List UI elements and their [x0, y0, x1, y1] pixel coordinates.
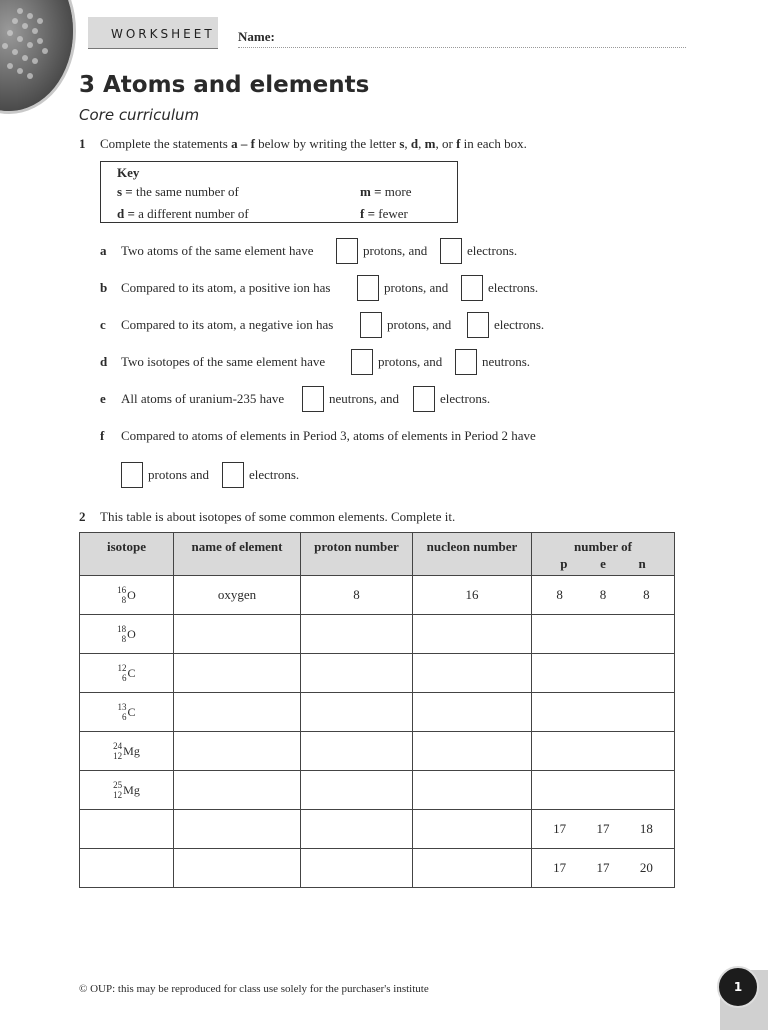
item-c-letter: c — [100, 317, 106, 332]
key-f: f = fewer — [360, 206, 408, 221]
table-header-row — [80, 533, 675, 576]
cell-isotope: 18 8O — [80, 615, 174, 654]
item-f-answer-box-2[interactable] — [222, 462, 244, 488]
cell-name-of-element[interactable] — [174, 849, 301, 888]
item-e-text-2: neutrons, and — [329, 391, 400, 406]
question-1-number: 1 — [79, 136, 86, 151]
item-c-answer-box-1[interactable] — [360, 312, 382, 338]
item-d-answer-box-1[interactable] — [351, 349, 373, 375]
key-s: s = the same number of — [117, 184, 239, 199]
header-isotope: isotope — [80, 533, 174, 576]
cell-e: 17 — [596, 860, 610, 875]
item-a-answer-box-2[interactable] — [440, 238, 462, 264]
cell-proton-number[interactable] — [301, 849, 413, 888]
cell-nucleon-number[interactable] — [413, 615, 532, 654]
isotope-table — [79, 532, 675, 888]
item-a-letter: a — [100, 243, 107, 258]
item-c-text-3: electrons. — [494, 317, 545, 332]
cell-name-of-element[interactable] — [174, 771, 301, 810]
item-b-text-3: electrons. — [488, 280, 539, 295]
table-row — [80, 693, 675, 732]
cell-isotope: 12 6C — [80, 654, 174, 693]
item-d-text-2: protons, and — [378, 354, 443, 369]
cell-number-of[interactable] — [532, 615, 675, 654]
header-p: p — [560, 556, 568, 571]
cell-n: 20 — [639, 860, 653, 875]
cell-proton-number[interactable]: 8 — [301, 576, 413, 615]
item-b-text-1: Compared to its atom, a positive ion has — [121, 280, 331, 295]
cell-isotope — [80, 849, 174, 888]
cell-name-of-element[interactable]: oxygen — [174, 576, 301, 615]
header-atom-image — [0, 0, 76, 114]
page-number: 1 — [717, 966, 759, 1008]
item-f-answer-box-1[interactable] — [121, 462, 143, 488]
cell-proton-number[interactable] — [301, 810, 413, 849]
worksheet-tab: WORKSHEET — [88, 17, 218, 49]
cell-number-of[interactable] — [532, 810, 675, 849]
item-a-answer-box-1[interactable] — [336, 238, 358, 264]
cell-proton-number[interactable] — [301, 693, 413, 732]
cell-name-of-element[interactable] — [174, 810, 301, 849]
table-row — [80, 771, 675, 810]
item-c-text-1: Compared to its atom, a negative ion has — [121, 317, 334, 332]
cell-name-of-element[interactable] — [174, 693, 301, 732]
question-2-number: 2 — [79, 509, 86, 524]
footer-copyright: © OUP: this may be reproduced for class use solely for the purchaser's institute — [79, 983, 429, 995]
item-a-text-3: electrons. — [467, 243, 518, 258]
cell-nucleon-number[interactable] — [413, 732, 532, 771]
page-title: 3 Atoms and elements — [79, 72, 370, 98]
header-proton-number: proton number — [301, 533, 413, 576]
cell-p: 17 — [553, 860, 567, 875]
item-e-letter: e — [100, 391, 106, 406]
item-c-text-2: protons, and — [387, 317, 452, 332]
item-e-answer-box-2[interactable] — [413, 386, 435, 412]
item-b-answer-box-1[interactable] — [357, 275, 379, 301]
item-b-text-2: protons, and — [384, 280, 449, 295]
name-label: Name: — [238, 29, 275, 44]
header-nucleon-number: nucleon number — [413, 533, 532, 576]
item-a-text-2: protons, and — [363, 243, 428, 258]
item-f-text-1: Compared to atoms of elements in Period 3, atoms of elements in Period 2 have — [121, 428, 536, 443]
table-row — [80, 732, 675, 771]
item-d-answer-box-2[interactable] — [455, 349, 477, 375]
key-m: m = more — [360, 184, 412, 199]
cell-e: 17 — [596, 821, 610, 836]
cell-nucleon-number[interactable]: 16 — [413, 576, 532, 615]
cell-number-of[interactable] — [532, 693, 675, 732]
item-c-answer-box-2[interactable] — [467, 312, 489, 338]
cell-number-of[interactable] — [532, 654, 675, 693]
question-2-text: This table is about isotopes of some common elements. Complete it. — [100, 509, 456, 524]
cell-isotope: 13 6C — [80, 693, 174, 732]
cell-proton-number[interactable] — [301, 771, 413, 810]
cell-nucleon-number[interactable] — [413, 810, 532, 849]
cell-name-of-element[interactable] — [174, 615, 301, 654]
page-subtitle: Core curriculum — [79, 106, 200, 124]
tab-underline — [88, 48, 218, 49]
cell-isotope: 16 8O — [80, 576, 174, 615]
item-b-letter: b — [100, 280, 108, 295]
item-b-answer-box-2[interactable] — [461, 275, 483, 301]
table-row — [80, 654, 675, 693]
name-field[interactable] — [238, 47, 686, 48]
cell-nucleon-number[interactable] — [413, 771, 532, 810]
item-e-text-3: electrons. — [440, 391, 491, 406]
question-1-text: Complete the statements a – f below by writing the letter s, d, m, or f in each box. — [100, 136, 527, 151]
table-row — [80, 576, 675, 615]
cell-name-of-element[interactable] — [174, 732, 301, 771]
item-a-text-1: Two atoms of the same element have — [121, 243, 314, 258]
cell-nucleon-number[interactable] — [413, 693, 532, 732]
key-d: d = a different number of — [117, 206, 249, 221]
item-d-letter: d — [100, 354, 108, 369]
key-box — [100, 161, 458, 223]
cell-nucleon-number[interactable] — [413, 654, 532, 693]
cell-e: 8 — [599, 587, 607, 602]
cell-number-of[interactable] — [532, 576, 675, 615]
item-f-text-3: electrons. — [249, 467, 300, 482]
table-row — [80, 810, 675, 849]
table-row — [80, 615, 675, 654]
header-number-of: number of p e n — [532, 533, 675, 576]
cell-isotope: 24 12Mg — [80, 732, 174, 771]
item-e-answer-box-1[interactable] — [302, 386, 324, 412]
cell-proton-number[interactable] — [301, 615, 413, 654]
item-d-text-3: neutrons. — [482, 354, 531, 369]
cell-number-of[interactable] — [532, 732, 675, 771]
item-e-text-1: All atoms of uranium-235 have — [121, 391, 285, 406]
cell-proton-number[interactable] — [301, 654, 413, 693]
cell-p: 8 — [556, 587, 563, 602]
header-n: n — [638, 556, 646, 571]
table-row — [80, 849, 675, 888]
cell-isotope — [80, 810, 174, 849]
header-name-of-element: name of element — [174, 533, 301, 576]
header-e: e — [600, 556, 606, 571]
cell-n: 18 — [639, 821, 653, 836]
cell-isotope: 25 12Mg — [80, 771, 174, 810]
cell-n: 8 — [643, 587, 650, 602]
cell-name-of-element[interactable] — [174, 654, 301, 693]
key-title: Key — [117, 165, 140, 180]
cell-number-of[interactable] — [532, 849, 675, 888]
cell-nucleon-number[interactable] — [413, 849, 532, 888]
item-f-letter: f — [100, 428, 105, 443]
cell-number-of[interactable] — [532, 771, 675, 810]
item-d-text-1: Two isotopes of the same element have — [121, 354, 326, 369]
cell-proton-number[interactable] — [301, 732, 413, 771]
item-f-text-2: protons and — [148, 467, 210, 482]
cell-p: 17 — [553, 821, 567, 836]
